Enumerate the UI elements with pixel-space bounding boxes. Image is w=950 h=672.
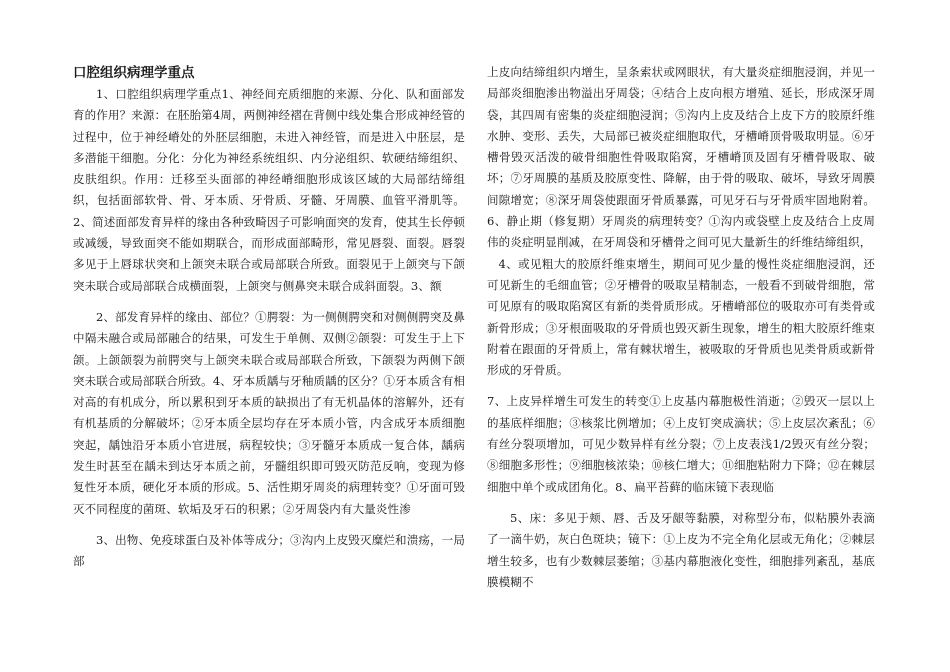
document-title: 口腔组织病理学重点 bbox=[73, 65, 195, 81]
paragraph-neural-crest: 1、口腔组织病理学重点1、神经间充质细胞的来源、分化、队和面部发育的作用？来源：在胚胎第4周，两侧神经褶在背侧中线处集合形成神经管的过程中，位于神经嵴处的外胚层细胞，未进入神经管，而是进入中胚层，是多潜能干细胞。分化：分化为神经系统组织、内分泌组织、软硬结缔组织、皮肤组织。作用：迁移至头面部的神经嵴细胞形成该区域的大局部结缔组织，包括面部软骨、骨、牙本质、牙骨质、牙髓、牙周膜、血管平滑肌等。2、简述面部发育异样的缘由各种致畸因子可影响面突的发育，使其生长停顿或减缓，导致面突不能如期联合，而形成面部畸形，常见唇裂、面裂。唇裂多见于上唇球状突和上颌突未联合或局部联合所致。面裂见于上颌突与下颌突未联合或局部联合成横面裂，上颌突与侧鼻突未联合成斜面裂。3、额 bbox=[73, 87, 465, 293]
paragraph-periodontitis: 上皮向结缔组织内增生，呈条索状或网眼状，有大量炎症细胞浸润，并见一局部炎细胞渗出物溢出牙周袋；④结合上皮向根方增殖、延长，形成深牙周袋，其四周有密集的炎症细胞浸润；⑤沟内上皮及结合上皮下方的胶原纤维水肿、变形、丢失，大局部已被炎症细胞取代，牙槽嵴顶骨吸取明显。⑥牙槽骨毁灭活泼的破骨细胞性骨吸取陷窝，牙槽嵴顶及固有牙槽骨吸取、破坏；⑦牙周膜的基质及胶原变性、降解，由于骨的吸取、破坏，导致牙周膜间隙增宽；⑧深牙周袋使跟面牙骨质暴露，可见牙石与牙骨质牢固地附着。6、静止期（修复期）牙周炎的病理转变？①沟内或袋壁上皮及结合上皮周伟的炎症明显削减，在牙周袋和牙槽骨之间可见大量新生的纤维结缔组织， bbox=[487, 65, 875, 250]
paragraph-lichen-planus: 5、床：多见于颊、唇、舌及牙龈等黏膜，对称型分布，似粘膜外表滴了一滴牛奶，灰白色斑块；镜下：①上皮为不完全角化层或无角化；②棘层增生较多，也有少数棘层萎缩；③基内幕胞液化变性，细胞排列紊乱，基底膜模糊不 bbox=[487, 510, 875, 589]
left-column bbox=[73, 62, 465, 573]
paragraph-epithelial-dysplasia: 7、上皮异样增生可发生的转变①上皮基内幕胞极性消逝；②毁灭一层以上的基底样细胞；③核浆比例增加；④上皮钉突成滴状；⑤上皮层次紊乱；⑥有丝分裂项增加，可见少数异样有丝分裂；⑦上皮表浅1/2毁灭有丝分裂；⑧细胞多形性；⑨细胞核浓染；⑩核仁增大；⑪细胞粘附力下降；⑫在棘层细胞中单个或成团角化。8、扁平苔藓的临床镜下表现临 bbox=[487, 394, 875, 494]
right-column bbox=[487, 62, 875, 593]
paragraph-repair-stage: 4、或见粗大的胶原纤维束增生，期间可见少量的慢性炎症细胞浸润，还可见新生的毛细血管；②牙槽骨的吸取呈精制态，一般看不到破骨细胞，常可见原有的吸取陷窝区有新的类骨质形成。牙槽嵴部位的吸取亦可有类骨或新骨形成；③牙根面吸取的牙骨质也毁灭新生现象，增生的粗大胶原纤维束附着在跟面的牙骨质上，常有棘状增生，被吸取的牙骨质也见类骨质或新骨形成的牙骨质。 bbox=[487, 256, 875, 378]
paragraph-cleft-palate: 2、部发育异样的缘由、部位？①腭裂：为一侧侧腭突和对侧侧腭突及鼻中隔未融合或局部融合的结果，可发生于单侧、双侧②颌裂：可发生于上下颌。上颌颌裂为前腭突与上颌突未联合或局部联合所致，下颌裂为两侧下颌突未联合或局部联合所致。4、牙本质龋与牙釉质龋的区分？①牙本质含有相对高的有机成分，所以累积到牙本质的缺损出了有无机晶体的溶解外，还有有机基质的分解破坏；②牙本质全层均存在牙本质小管，内含成牙本质细胞突起，龋蚀沿牙本质小官进展，病程较快；③牙髓牙本质成一复合体，龋病发生时甚至在龋未到达牙本质之前，牙髓组织即可毁灭防范反响，变现为修复性牙本质，硬化牙本质的形成。5、活性期牙周炎的病理转变？①牙面可毁灭不同程度的菌斑、软垢及牙石的积累；②牙周袋内有大量炎性渗 bbox=[73, 309, 465, 516]
paragraph-exudate: 3、出物、免疫球蛋白及补体等成分；③沟内上皮毁灭糜烂和溃疡，一局部 bbox=[73, 532, 465, 569]
